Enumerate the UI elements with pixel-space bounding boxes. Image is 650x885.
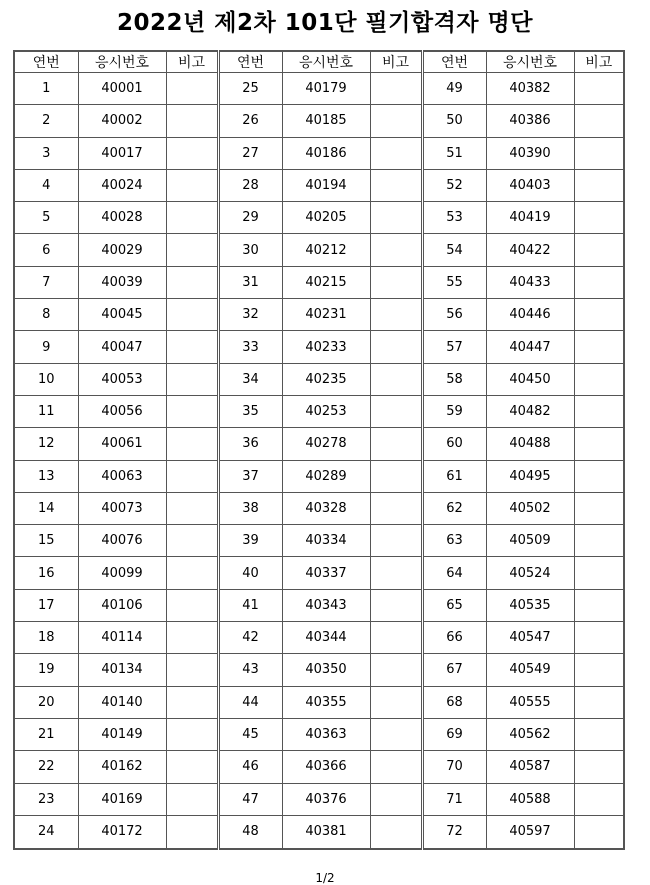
header-serial: 연번 <box>422 51 486 73</box>
remarks-cell <box>574 395 624 427</box>
exam-number-cell: 40172 <box>78 815 166 849</box>
serial-cell: 13 <box>14 460 78 492</box>
exam-number-cell: 40588 <box>486 783 574 815</box>
remarks-cell <box>166 202 218 234</box>
exam-number-cell: 40099 <box>78 557 166 589</box>
table-row <box>14 137 624 169</box>
table-row <box>14 169 624 201</box>
serial-cell: 2 <box>14 105 78 137</box>
remarks-cell <box>370 815 422 849</box>
exam-number-cell: 40185 <box>282 105 370 137</box>
serial-cell: 14 <box>14 492 78 524</box>
serial-cell: 69 <box>422 718 486 750</box>
remarks-cell <box>370 460 422 492</box>
exam-number-cell: 40053 <box>78 363 166 395</box>
exam-number-cell: 40386 <box>486 105 574 137</box>
table-row <box>14 202 624 234</box>
serial-cell: 56 <box>422 299 486 331</box>
table-row <box>14 363 624 395</box>
exam-number-cell: 40587 <box>486 751 574 783</box>
remarks-cell <box>370 395 422 427</box>
exam-number-cell: 40337 <box>282 557 370 589</box>
exam-number-cell: 40231 <box>282 299 370 331</box>
exam-number-cell: 40253 <box>282 395 370 427</box>
exam-number-cell: 40562 <box>486 718 574 750</box>
serial-cell: 30 <box>218 234 282 266</box>
table-row <box>14 557 624 589</box>
table-row <box>14 815 624 849</box>
serial-cell: 66 <box>422 622 486 654</box>
table-row <box>14 460 624 492</box>
serial-cell: 41 <box>218 589 282 621</box>
exam-number-cell: 40149 <box>78 718 166 750</box>
exam-number-cell: 40001 <box>78 73 166 105</box>
remarks-cell <box>370 137 422 169</box>
table-row <box>14 622 624 654</box>
remarks-cell <box>574 751 624 783</box>
serial-cell: 71 <box>422 783 486 815</box>
exam-number-cell: 40017 <box>78 137 166 169</box>
table-row <box>14 105 624 137</box>
table-row <box>14 299 624 331</box>
remarks-cell <box>166 525 218 557</box>
exam-number-cell: 40381 <box>282 815 370 849</box>
header-exam-number: 응시번호 <box>282 51 370 73</box>
remarks-cell <box>166 718 218 750</box>
serial-cell: 35 <box>218 395 282 427</box>
exam-number-cell: 40535 <box>486 589 574 621</box>
exam-number-cell: 40376 <box>282 783 370 815</box>
exam-number-cell: 40343 <box>282 589 370 621</box>
table-body <box>14 73 624 850</box>
serial-cell: 70 <box>422 751 486 783</box>
remarks-cell <box>166 815 218 849</box>
serial-cell: 23 <box>14 783 78 815</box>
remarks-cell <box>370 783 422 815</box>
remarks-cell <box>574 815 624 849</box>
exam-number-cell: 40355 <box>282 686 370 718</box>
serial-cell: 55 <box>422 266 486 298</box>
remarks-cell <box>370 299 422 331</box>
remarks-cell <box>166 395 218 427</box>
exam-number-cell: 40450 <box>486 363 574 395</box>
exam-number-cell: 40502 <box>486 492 574 524</box>
exam-number-cell: 40419 <box>486 202 574 234</box>
exam-number-cell: 40524 <box>486 557 574 589</box>
remarks-cell <box>370 266 422 298</box>
exam-number-cell: 40140 <box>78 686 166 718</box>
exam-number-cell: 40002 <box>78 105 166 137</box>
exam-number-cell: 40509 <box>486 525 574 557</box>
serial-cell: 3 <box>14 137 78 169</box>
serial-cell: 31 <box>218 266 282 298</box>
remarks-cell <box>574 460 624 492</box>
serial-cell: 25 <box>218 73 282 105</box>
header-exam-number: 응시번호 <box>78 51 166 73</box>
serial-cell: 26 <box>218 105 282 137</box>
remarks-cell <box>574 492 624 524</box>
serial-cell: 24 <box>14 815 78 849</box>
remarks-cell <box>166 428 218 460</box>
remarks-cell <box>574 137 624 169</box>
exam-number-cell: 40215 <box>282 266 370 298</box>
remarks-cell <box>370 492 422 524</box>
remarks-cell <box>166 137 218 169</box>
remarks-cell <box>370 363 422 395</box>
serial-cell: 4 <box>14 169 78 201</box>
serial-cell: 58 <box>422 363 486 395</box>
serial-cell: 47 <box>218 783 282 815</box>
remarks-cell <box>574 202 624 234</box>
remarks-cell <box>574 783 624 815</box>
exam-number-cell: 40194 <box>282 169 370 201</box>
remarks-cell <box>574 589 624 621</box>
serial-cell: 27 <box>218 137 282 169</box>
remarks-cell <box>574 428 624 460</box>
remarks-cell <box>370 331 422 363</box>
exam-number-cell: 40076 <box>78 525 166 557</box>
remarks-cell <box>166 783 218 815</box>
serial-cell: 15 <box>14 525 78 557</box>
exam-number-cell: 40334 <box>282 525 370 557</box>
table-row <box>14 686 624 718</box>
table-row <box>14 395 624 427</box>
exam-number-cell: 40235 <box>282 363 370 395</box>
serial-cell: 38 <box>218 492 282 524</box>
serial-cell: 22 <box>14 751 78 783</box>
table-row <box>14 525 624 557</box>
header-remarks: 비고 <box>166 51 218 73</box>
serial-cell: 20 <box>14 686 78 718</box>
exam-number-cell: 40547 <box>486 622 574 654</box>
serial-cell: 40 <box>218 557 282 589</box>
header-exam-number: 응시번호 <box>486 51 574 73</box>
remarks-cell <box>574 73 624 105</box>
remarks-cell <box>166 492 218 524</box>
remarks-cell <box>574 169 624 201</box>
remarks-cell <box>166 557 218 589</box>
header-remarks: 비고 <box>370 51 422 73</box>
exam-number-cell: 40029 <box>78 234 166 266</box>
exam-number-cell: 40422 <box>486 234 574 266</box>
remarks-cell <box>166 654 218 686</box>
header-remarks: 비고 <box>574 51 624 73</box>
remarks-cell <box>574 622 624 654</box>
remarks-cell <box>574 718 624 750</box>
remarks-cell <box>166 686 218 718</box>
exam-number-cell: 40063 <box>78 460 166 492</box>
serial-cell: 32 <box>218 299 282 331</box>
exam-number-cell: 40488 <box>486 428 574 460</box>
serial-cell: 51 <box>422 137 486 169</box>
remarks-cell <box>574 266 624 298</box>
exam-number-cell: 40366 <box>282 751 370 783</box>
remarks-cell <box>574 299 624 331</box>
table-row <box>14 751 624 783</box>
remarks-cell <box>370 169 422 201</box>
remarks-cell <box>574 105 624 137</box>
serial-cell: 68 <box>422 686 486 718</box>
exam-number-cell: 40134 <box>78 654 166 686</box>
serial-cell: 19 <box>14 654 78 686</box>
serial-cell: 34 <box>218 363 282 395</box>
serial-cell: 42 <box>218 622 282 654</box>
exam-number-cell: 40162 <box>78 751 166 783</box>
exam-number-cell: 40179 <box>282 73 370 105</box>
remarks-cell <box>166 751 218 783</box>
exam-number-cell: 40447 <box>486 331 574 363</box>
remarks-cell <box>370 202 422 234</box>
remarks-cell <box>166 589 218 621</box>
serial-cell: 7 <box>14 266 78 298</box>
exam-number-cell: 40433 <box>486 266 574 298</box>
exam-number-cell: 40597 <box>486 815 574 849</box>
table-row <box>14 234 624 266</box>
serial-cell: 60 <box>422 428 486 460</box>
table-row <box>14 718 624 750</box>
serial-cell: 64 <box>422 557 486 589</box>
table-row <box>14 783 624 815</box>
remarks-cell <box>574 654 624 686</box>
serial-cell: 63 <box>422 525 486 557</box>
exam-number-cell: 40169 <box>78 783 166 815</box>
remarks-cell <box>370 622 422 654</box>
remarks-cell <box>166 299 218 331</box>
exam-number-cell: 40212 <box>282 234 370 266</box>
exam-number-cell: 40233 <box>282 331 370 363</box>
remarks-cell <box>166 234 218 266</box>
exam-number-cell: 40114 <box>78 622 166 654</box>
table-row <box>14 492 624 524</box>
header-serial: 연번 <box>14 51 78 73</box>
serial-cell: 72 <box>422 815 486 849</box>
exam-number-cell: 40403 <box>486 169 574 201</box>
remarks-cell <box>166 331 218 363</box>
remarks-cell <box>370 428 422 460</box>
serial-cell: 17 <box>14 589 78 621</box>
exam-number-cell: 40350 <box>282 654 370 686</box>
serial-cell: 52 <box>422 169 486 201</box>
remarks-cell <box>370 105 422 137</box>
serial-cell: 39 <box>218 525 282 557</box>
exam-number-cell: 40061 <box>78 428 166 460</box>
remarks-cell <box>166 105 218 137</box>
table-row <box>14 428 624 460</box>
remarks-cell <box>370 751 422 783</box>
remarks-cell <box>574 331 624 363</box>
remarks-cell <box>574 363 624 395</box>
serial-cell: 28 <box>218 169 282 201</box>
serial-cell: 54 <box>422 234 486 266</box>
exam-number-cell: 40382 <box>486 73 574 105</box>
exam-number-cell: 40028 <box>78 202 166 234</box>
page-number: 1/2 <box>315 871 335 885</box>
serial-cell: 5 <box>14 202 78 234</box>
remarks-cell <box>574 557 624 589</box>
exam-number-cell: 40482 <box>486 395 574 427</box>
serial-cell: 49 <box>422 73 486 105</box>
table-row <box>14 589 624 621</box>
remarks-cell <box>574 686 624 718</box>
remarks-cell <box>370 73 422 105</box>
page-title: 2022년 제2차 101단 필기합격자 명단 <box>117 10 533 36</box>
remarks-cell <box>166 363 218 395</box>
serial-cell: 61 <box>422 460 486 492</box>
serial-cell: 21 <box>14 718 78 750</box>
exam-number-cell: 40047 <box>78 331 166 363</box>
exam-number-cell: 40073 <box>78 492 166 524</box>
exam-number-cell: 40056 <box>78 395 166 427</box>
serial-cell: 18 <box>14 622 78 654</box>
exam-number-cell: 40186 <box>282 137 370 169</box>
remarks-cell <box>166 622 218 654</box>
serial-cell: 37 <box>218 460 282 492</box>
remarks-cell <box>574 234 624 266</box>
serial-cell: 62 <box>422 492 486 524</box>
remarks-cell <box>574 525 624 557</box>
table-header-row <box>14 51 624 73</box>
serial-cell: 6 <box>14 234 78 266</box>
table-row <box>14 654 624 686</box>
roster-table <box>13 50 625 850</box>
serial-cell: 11 <box>14 395 78 427</box>
serial-cell: 36 <box>218 428 282 460</box>
serial-cell: 1 <box>14 73 78 105</box>
remarks-cell <box>166 73 218 105</box>
exam-number-cell: 40045 <box>78 299 166 331</box>
table-row <box>14 73 624 105</box>
exam-number-cell: 40344 <box>282 622 370 654</box>
serial-cell: 10 <box>14 363 78 395</box>
remarks-cell <box>370 654 422 686</box>
remarks-cell <box>370 525 422 557</box>
serial-cell: 29 <box>218 202 282 234</box>
remarks-cell <box>370 718 422 750</box>
exam-number-cell: 40549 <box>486 654 574 686</box>
serial-cell: 9 <box>14 331 78 363</box>
serial-cell: 45 <box>218 718 282 750</box>
exam-number-cell: 40446 <box>486 299 574 331</box>
serial-cell: 48 <box>218 815 282 849</box>
serial-cell: 53 <box>422 202 486 234</box>
table-row <box>14 331 624 363</box>
serial-cell: 12 <box>14 428 78 460</box>
exam-number-cell: 40205 <box>282 202 370 234</box>
exam-number-cell: 40495 <box>486 460 574 492</box>
serial-cell: 44 <box>218 686 282 718</box>
remarks-cell <box>166 460 218 492</box>
exam-number-cell: 40278 <box>282 428 370 460</box>
remarks-cell <box>370 557 422 589</box>
serial-cell: 43 <box>218 654 282 686</box>
header-serial: 연번 <box>218 51 282 73</box>
serial-cell: 57 <box>422 331 486 363</box>
remarks-cell <box>370 686 422 718</box>
serial-cell: 33 <box>218 331 282 363</box>
exam-number-cell: 40390 <box>486 137 574 169</box>
table-row <box>14 266 624 298</box>
exam-number-cell: 40039 <box>78 266 166 298</box>
remarks-cell <box>166 169 218 201</box>
remarks-cell <box>370 234 422 266</box>
serial-cell: 46 <box>218 751 282 783</box>
exam-number-cell: 40363 <box>282 718 370 750</box>
serial-cell: 8 <box>14 299 78 331</box>
exam-number-cell: 40289 <box>282 460 370 492</box>
exam-number-cell: 40106 <box>78 589 166 621</box>
exam-number-cell: 40328 <box>282 492 370 524</box>
serial-cell: 16 <box>14 557 78 589</box>
remarks-cell <box>370 589 422 621</box>
serial-cell: 65 <box>422 589 486 621</box>
exam-number-cell: 40024 <box>78 169 166 201</box>
remarks-cell <box>166 266 218 298</box>
serial-cell: 50 <box>422 105 486 137</box>
exam-number-cell: 40555 <box>486 686 574 718</box>
serial-cell: 67 <box>422 654 486 686</box>
serial-cell: 59 <box>422 395 486 427</box>
